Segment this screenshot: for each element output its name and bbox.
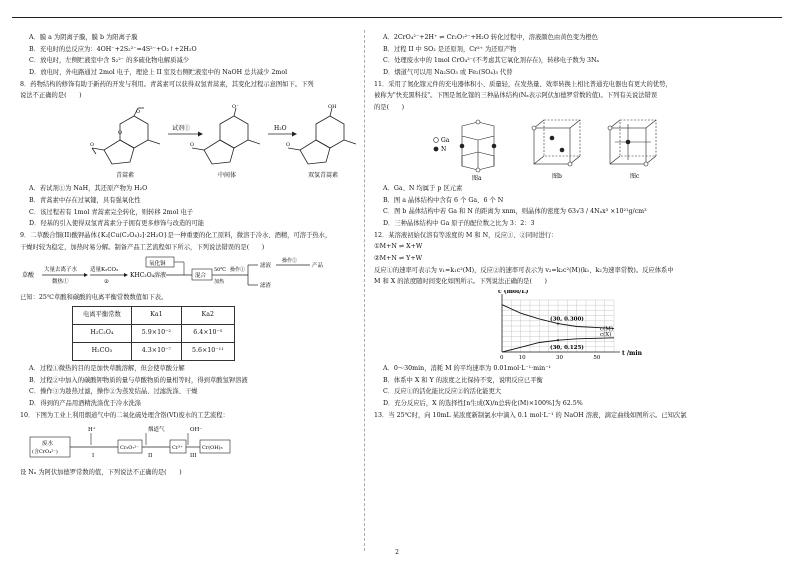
table-header-cell: Ka2 xyxy=(181,307,234,325)
right-column xyxy=(374,34,740,423)
q9-option-b: B．过程②中加入的碳酸钾物质的量与草酸物质的量相等时，得到草酸氢钾溶液 xyxy=(29,376,248,384)
svg-text:产品: 产品 xyxy=(312,263,324,270)
q9-process-flow xyxy=(20,255,370,291)
svg-text:操作②: 操作② xyxy=(282,258,298,265)
table-row xyxy=(73,343,235,361)
structure-b xyxy=(532,120,580,166)
q8-option-c: C．该过程若有 1mol 青蒿素完全转化，则转移 2mol 电子 xyxy=(29,208,194,216)
table-cell: 4.3×10⁻⁷ xyxy=(131,343,181,361)
q11-option-c xyxy=(374,208,740,216)
q11-option-c-text: C．图 b 晶体结构中若 Ga 和 N 的距离为 xnm，则晶体的密度为 xyxy=(383,208,566,216)
x-tick-label: 30 xyxy=(556,354,563,361)
q10-stem: 10．下图为工业上利用烟道气中的二氧化硫处理含铬(VI)废水的工艺流程： xyxy=(20,411,229,419)
density-formula: 63√3 / 4Nₐx³ ×10²¹g/cm³ xyxy=(567,208,647,216)
fig-label-c: 图c xyxy=(630,172,640,180)
reagent-1-label: 试剂① xyxy=(172,125,191,133)
svg-text:O⁻: O⁻ xyxy=(232,104,239,111)
svg-text:I: I xyxy=(92,453,95,460)
q12-reaction-2: ②M+N ⇌ Y+W xyxy=(374,254,423,262)
svg-text:滤液: 滤液 xyxy=(260,263,272,270)
svg-text:废水: 废水 xyxy=(42,441,54,448)
series-label-1: c(X) xyxy=(600,331,612,338)
svg-text:微热①: 微热① xyxy=(52,279,69,286)
q12-stem-4: 反应①的速率可表示为 v₁=k₁c²(M)，反应②的速率可表示为 v₂=k₂c²(M)(k₁、k₂为速率常数)。反应体系中 xyxy=(374,266,674,274)
q9-stem-1: 9．二草酸合铜(II)酸钾晶体{K₂[Cu(C₂O₄)₂]·2H₂O}是一种重要的化工原料，微溶于冷水、酒精，可溶于热水， xyxy=(20,231,332,239)
annotation-m: (30, 0.300) xyxy=(550,316,584,323)
table-cell: 6.4×10⁻⁵ xyxy=(181,325,234,343)
q8-option-a: A．若试剂①为 NaH，其还原产物为 H₂O xyxy=(29,185,148,193)
svg-text:O: O xyxy=(90,142,95,149)
q11-stem-3: 的是( ) xyxy=(374,104,405,112)
q9-option-a: A．过程①微热的目的是加快草酸溶解，但会使草酸分解 xyxy=(29,365,185,373)
svg-text:Cr(OH)₃: Cr(OH)₃ xyxy=(202,445,223,452)
table-cell: H₂C₂O₄ xyxy=(73,325,132,343)
svg-text:O: O xyxy=(190,142,195,149)
q10-process-flow xyxy=(20,423,370,465)
legend-ga: Ga xyxy=(441,136,450,144)
x-tick-label: 0 xyxy=(500,354,504,361)
svg-text:②: ② xyxy=(104,279,109,286)
svg-text:滤渣: 滤渣 xyxy=(260,283,272,290)
svg-text:Cr³⁺: Cr³⁺ xyxy=(172,445,183,452)
q11-option-a: A．Ga、N 均属于 p 区元素 xyxy=(383,184,463,192)
q11-stem-2: 被称为"快充黑科技"。下图是氮化镓的三种晶体结构(Nₐ表示阿伏加德罗常数的值)。下列有关说法错误 xyxy=(374,92,658,100)
svg-text:Cr₂O₇²⁻: Cr₂O₇²⁻ xyxy=(120,445,139,452)
svg-text:(含CrO₄²⁻): (含CrO₄²⁻) xyxy=(32,449,58,456)
q9-option-c: C．操作③为趁热过滤，操作②为蒸发结晶、过滤洗涤、干燥 xyxy=(29,388,198,396)
intermediate-structure xyxy=(192,108,260,164)
data-point xyxy=(557,323,559,325)
q10-note: 设 Nₐ 为阿伏加德罗常数的值，下列说法不正确的是( ) xyxy=(20,468,182,476)
q9-table-note: 已知：25℃草酸和碳酸的电离平衡常数数值如下表。 xyxy=(20,294,168,302)
label-intermediate: 中间体 xyxy=(218,172,237,180)
q7-option-a: A．膜 a 为阴离子膜，膜 b 为阳离子膜 xyxy=(29,34,138,41)
q8-option-b: B．青蒿素中存在过氧键，具有强氧化性 xyxy=(29,196,141,204)
artemisinin-structure xyxy=(92,108,160,164)
q10-option-a: A．2CrO₄²⁻+2H⁺ ⇌ Cr₂O₇²⁻+H₂O 转化过程中，溶液颜色由黄色变为橙色 xyxy=(383,34,598,41)
q7-option-d: D．放电时，外电路通过 2mol 电子，理论上 II 室及右侧贮液室中的 NaOH 总共减少 2mol xyxy=(29,69,288,77)
svg-text:50℃: 50℃ xyxy=(214,267,226,274)
q12-stem-5: M 和 X 的浓度随时间变化如图所示。下列说法正确的是( ) xyxy=(374,278,547,286)
fig-label-b: 图b xyxy=(552,172,562,180)
svg-text:氧化铜: 氧化铜 xyxy=(149,261,166,268)
svg-text:操作①: 操作① xyxy=(230,267,246,274)
page-number: 2 xyxy=(395,549,399,556)
q8-reaction-scheme xyxy=(20,104,370,182)
table-header-cell: 电离平衡常数 xyxy=(73,307,132,325)
q12-option-d: D．充分反应后，X 的选择性[n生成(X)/n总转化(M)×100%]为 62.5% xyxy=(383,400,583,408)
annotation-x: (30, 0.125) xyxy=(550,345,584,352)
dihydroartemisinin-structure xyxy=(288,108,356,164)
q13-stem: 13．当 25℃时，向 10mL 某浓度新制氯水中滴入 0.1 mol·L⁻¹ 的 NaOH 溶液，滴定曲线如图所示。已知次氯 xyxy=(374,411,687,419)
q12-option-c: C．反应①的活化能比反应②的活化能更大 xyxy=(383,388,502,396)
label-artemisinin: 青蒿素 xyxy=(116,172,135,180)
svg-text:混合: 混合 xyxy=(195,273,207,280)
left-column xyxy=(20,34,372,480)
q8-stem-1: 8．药物结构的修饰有助于新药的开发与利用。青蒿素可以获得双氢青蒿素，其变化过程示意图如下。下列 xyxy=(20,80,314,88)
svg-text:OH: OH xyxy=(328,104,337,111)
q8-stem-2: 说法不正确的是( ) xyxy=(20,92,82,100)
x-tick-label: 50 xyxy=(593,354,601,361)
q10-option-c: C．处理废水中的 1mol CrO₄²⁻(不考虑其它氧化剂存在)，转移电子数为 3Nₐ xyxy=(383,57,599,65)
svg-text:OH⁻: OH⁻ xyxy=(190,427,203,434)
fig-label-a: 图a xyxy=(472,174,482,182)
q7-option-b: B．充电时的总反应为：4OH⁻+2S₂²⁻=4S²⁻+O₂↑+2H₂O xyxy=(29,45,197,53)
svg-text:烟道气: 烟道气 xyxy=(148,427,165,434)
q10-option-b: B．过程 II 中 SO₂ 是还原剂，Cr³⁺ 为还原产物 xyxy=(383,45,517,53)
header-rule xyxy=(12,17,782,18)
svg-text:III: III xyxy=(190,453,197,460)
structure-c xyxy=(608,120,656,166)
q8-option-d: D．羟基的引入使得双氢青蒿素分子拥有更多修饰与改造的可能 xyxy=(29,220,205,228)
table-header-cell: Ka1 xyxy=(131,307,181,325)
concentration-time-chart xyxy=(374,290,740,362)
q11-option-b: B．图 a 晶体结构中含有 6 个 Ga、6 个 N xyxy=(383,196,504,204)
q11-stem-1: 11．采用了氮化镓元件的充电器体积小、质量轻，在发热量、效率转换上相比普通充电器也有更大的优势， xyxy=(374,80,672,88)
reagent-2-label: H₂O xyxy=(274,125,287,133)
svg-text:加热: 加热 xyxy=(214,279,225,286)
svg-text:大量去离子水: 大量去离子水 xyxy=(44,267,78,274)
y-axis-label: c (mol/L) xyxy=(498,289,529,295)
x-axis-label: t /min xyxy=(622,349,643,357)
legend-n: N xyxy=(441,145,447,153)
q7-option-c: C．放电时，左侧贮液室中含 S₂²⁻ 的多硫化物电解质减少 xyxy=(29,57,190,65)
data-point xyxy=(557,339,559,341)
q12-reaction-1: ①M+N ⇌ X+W xyxy=(374,243,423,251)
gan-crystal-structures xyxy=(374,116,740,182)
q9-option-d: D．得到的产品用酒精洗涤优于冷水洗涤 xyxy=(29,400,142,408)
q10-option-d: D．烟道气可以用 Na₂SO₃ 或 Fe₂(SO₄)₃ 代替 xyxy=(383,69,513,77)
svg-text:O: O xyxy=(286,142,291,149)
q12-option-b: B．体系中 X 和 Y 的浓度之比保持不变，说明反应已平衡 xyxy=(383,376,543,384)
table-cell: H₂CO₃ xyxy=(73,343,132,361)
svg-text:O: O xyxy=(136,109,141,116)
svg-text:O: O xyxy=(118,130,123,137)
label-dihydroartemisinin: 双氢青蒿素 xyxy=(308,172,339,180)
svg-text:草酸: 草酸 xyxy=(22,272,35,280)
table-cell: 5.6×10⁻¹¹ xyxy=(181,343,234,361)
q11-option-d: D．三种晶体结构中 Ga 原子的配位数之比为 3：2：3 xyxy=(383,219,535,227)
x-tick-label: 10 xyxy=(518,354,526,361)
svg-text:H⁺: H⁺ xyxy=(88,427,96,434)
svg-text:适量K₂CO₃: 适量K₂CO₃ xyxy=(90,267,119,274)
series-label-0: c(M) xyxy=(600,326,614,333)
structure-a xyxy=(460,120,496,172)
svg-text:II: II xyxy=(148,453,153,460)
table-row xyxy=(73,325,235,343)
table-cell: 5.9×10⁻² xyxy=(131,325,181,343)
q9-stem-2: 干燥时较为稳定，加热时易分解。制备产品工艺流程如下所示，下列说法错误的是( ) xyxy=(20,243,265,251)
svg-text:KHC₂O₄溶液: KHC₂O₄溶液 xyxy=(130,272,167,280)
q12-option-a: A．0～30min，消耗 M 的平均速率为 0.01mol·L⁻¹·min⁻¹ xyxy=(383,365,552,373)
ionization-constant-table xyxy=(72,306,235,361)
q12-stem-1: 12．某溶液初始仅溶有等浓度的 M 和 N，反应①、②同时进行： xyxy=(374,231,558,239)
